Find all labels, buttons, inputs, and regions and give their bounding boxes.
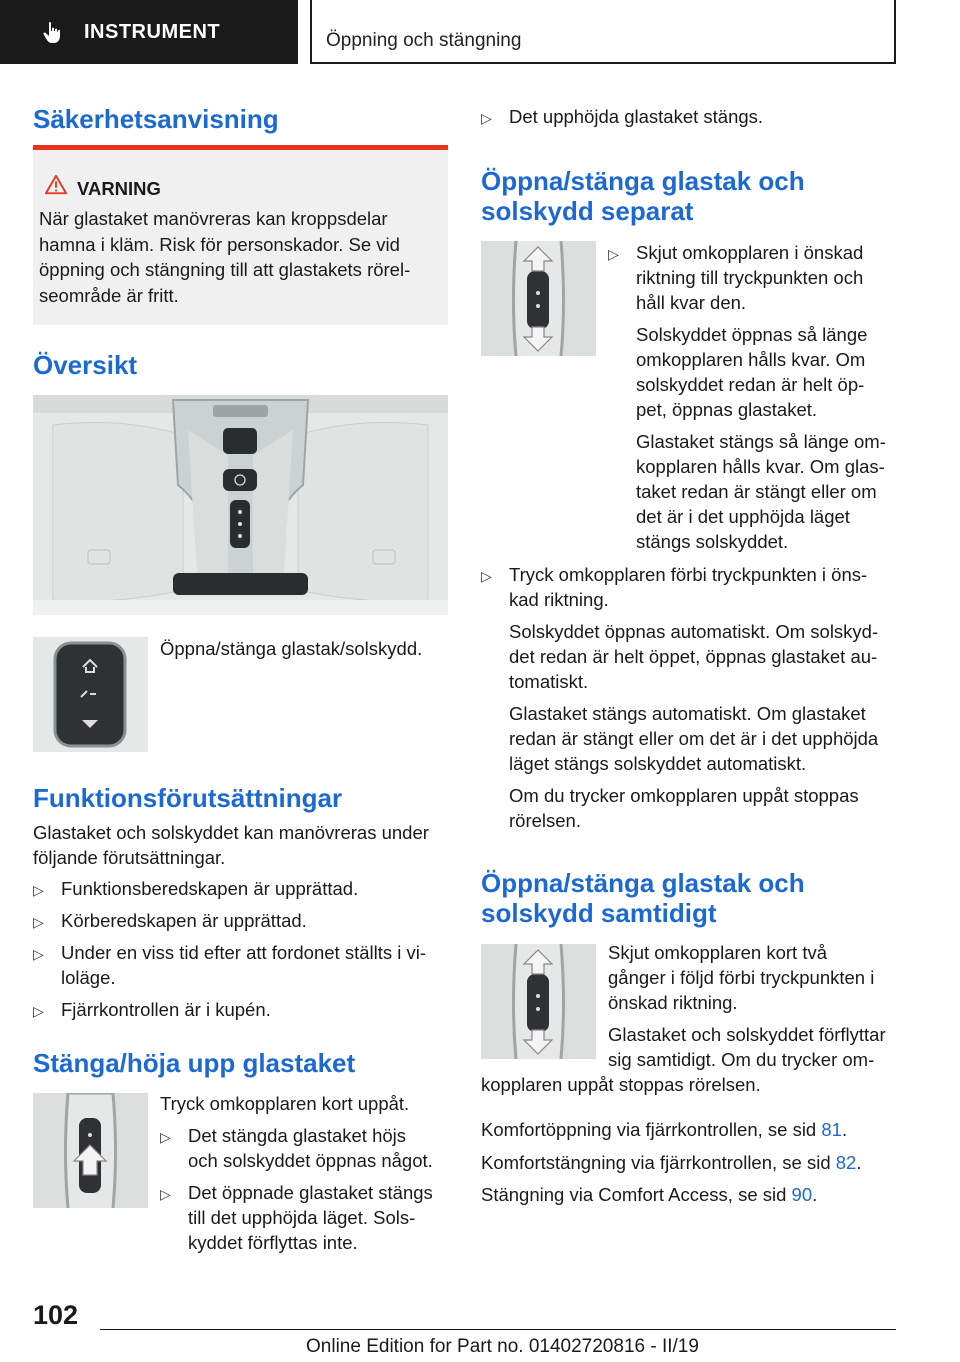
close-item	[188, 1123, 433, 1173]
ref-text: Komfortstängning via fjärrkontrollen, se sid	[481, 1152, 836, 1173]
heading-close-roof: Stänga/höja upp glastaket	[33, 1048, 356, 1078]
conditions-intro	[33, 820, 448, 870]
text-line: Tryck omkopplaren förbi tryckpunkten i öns-	[509, 564, 868, 585]
bullet-icon: ▷	[33, 882, 44, 898]
ref-comfort-close: Komfortstängning via fjärrkontrollen, se sid 82.	[481, 1152, 862, 1173]
text-line: stängs solskyddet.	[636, 531, 789, 552]
separate-item-2	[509, 562, 899, 833]
heading-overview: Översikt	[33, 350, 138, 380]
text-line: riktning till tryckpunkten och	[636, 267, 864, 288]
bullet-icon: ▷	[160, 1129, 171, 1145]
text-line: taket redan är stängt eller om	[636, 481, 877, 502]
bullet-icon: ▷	[33, 946, 44, 962]
footer-divider	[100, 1329, 896, 1330]
page-link-81[interactable]: 81	[821, 1119, 842, 1140]
text-line: omkopplaren hålls kvar. Om	[636, 349, 866, 370]
heading-line: Öppna/stänga glastak och	[481, 166, 805, 196]
text-line: Skjut omkopplaren kort två	[608, 942, 828, 963]
text-line: Det öppnade glastaket stängs	[188, 1182, 433, 1203]
close-item	[188, 1180, 433, 1255]
bullet-icon: ▷	[33, 1003, 44, 1019]
text-line: Under en viss tid efter att fordonet ställts i vi-	[61, 942, 427, 963]
condition-item	[61, 940, 426, 990]
bullet-icon: ▷	[33, 914, 44, 930]
chapter-header	[310, 0, 896, 64]
page-number: 102	[33, 1300, 79, 1330]
text-line: kad riktning.	[509, 589, 609, 610]
warning-line: öppning och stängning till att glastakets rörel-	[39, 259, 411, 280]
chapter-title: Öppning och stängning	[326, 30, 522, 51]
bullet-icon: ▷	[481, 568, 492, 584]
together-text-cont: kopplaren uppåt stoppas rörelsen.	[481, 1074, 761, 1095]
bullet-icon: ▷	[608, 246, 619, 262]
text-line: tomatiskt.	[509, 671, 589, 692]
text-line: följande förutsättningar.	[33, 847, 226, 868]
heading-line: Öppna/stänga glastak och	[481, 868, 805, 898]
warning-line: hamna i kläm. Risk för personskador. Se vid	[39, 233, 400, 255]
text-line: rörelsen.	[509, 810, 581, 831]
text-line: solskyddet redan är helt öp-	[636, 374, 865, 395]
together-switch-image	[481, 944, 596, 1059]
close-item: Det upphöjda glastaket stängs.	[509, 106, 764, 127]
text-line: det är i det upphöjda läget	[636, 506, 850, 527]
text-line: Glastaket och solskyddet kan manövreras under	[33, 822, 429, 843]
heading-line: solskydd separat	[481, 196, 694, 226]
heading-conditions: Funktionsförutsättningar	[33, 783, 343, 813]
page-link-90[interactable]: 90	[791, 1184, 813, 1205]
text-line: önskad riktning.	[608, 992, 738, 1013]
separate-item-1	[636, 240, 898, 554]
ref-text: Stängning via Comfort Access, se sid	[481, 1184, 792, 1205]
heading-separate	[481, 166, 896, 226]
warning-line: När glastaket manövreras kan kroppsdelar	[39, 208, 388, 229]
ref-comfort-access: Stängning via Comfort Access, se sid 90.	[481, 1184, 818, 1205]
warning-line: seområde är fritt.	[39, 284, 179, 306]
close-intro: Tryck omkopplaren kort uppåt.	[160, 1093, 410, 1114]
text-line: Solskyddet öppnas så länge	[636, 324, 868, 345]
text-line: och solskyddet öppnas något.	[188, 1150, 433, 1171]
text-line: till det upphöjda läget. Sols-	[188, 1207, 416, 1228]
text-line: håll kvar den.	[636, 292, 747, 313]
bullet-icon: ▷	[160, 1186, 171, 1202]
text-line: Glastaket stängs så länge om-	[636, 431, 886, 452]
text-line: redan är stängt eller om det är i det upphöjda	[509, 728, 879, 749]
text-line: läget stängs solskyddet automatiskt.	[509, 753, 807, 774]
text-line: kyddet förflyttas inte.	[188, 1232, 358, 1253]
roof-console-image	[33, 395, 448, 615]
heading-safety: Säkerhetsanvisning	[33, 104, 279, 134]
text-line: Glastaket och solskyddet förflyttar	[608, 1024, 886, 1045]
bullet-icon: ▷	[481, 110, 492, 126]
text-line: pet, öppnas glastaket.	[636, 399, 818, 420]
text-line: kopplaren hålls kvar. Om glas-	[636, 456, 885, 477]
heading-line: solskydd samtidigt	[481, 898, 717, 928]
heading-together	[481, 868, 896, 928]
switch-closeup-image	[33, 637, 148, 752]
separate-switch-image	[481, 241, 596, 356]
warning-triangle-icon	[45, 174, 67, 196]
text-line: Det stängda glastaket höjs	[188, 1125, 407, 1146]
condition-item: Funktionsberedskapen är upprättad.	[61, 878, 359, 899]
warning-text	[39, 206, 439, 308]
text-line: Skjut omkopplaren i önskad	[636, 242, 864, 263]
condition-item: Körberedskapen är upprättad.	[61, 910, 307, 931]
edition-text: Online Edition for Part no. 01402720816 - II/19	[306, 1336, 699, 1357]
text-line: Solskyddet öppnas automatiskt. Om solskyd-	[509, 621, 879, 642]
text-line: Om du trycker omkopplaren uppåt stoppas	[509, 785, 859, 806]
section-tab	[0, 0, 298, 64]
ref-comfort-open: Komfortöppning via fjärrkontrollen, se sid 81.	[481, 1119, 848, 1140]
close-switch-image	[33, 1093, 148, 1208]
page-link-82[interactable]: 82	[835, 1152, 857, 1173]
overview-caption: Öppna/stänga glastak/solskydd.	[160, 638, 423, 659]
text-line: loläge.	[61, 967, 116, 988]
section-label: INSTRUMENT	[84, 20, 221, 43]
text-line: gånger i följd förbi tryckpunkten i	[608, 967, 875, 988]
text-line: Glastaket stängs automatiskt. Om glastaket	[509, 703, 866, 724]
touch-hand-icon	[40, 20, 64, 44]
text-line: det redan är helt öppet, öppnas glastaket au-	[509, 646, 878, 667]
warning-box	[33, 145, 448, 325]
warning-title: VARNING	[77, 178, 161, 199]
ref-text: Komfortöppning via fjärrkontrollen, se sid	[481, 1119, 822, 1140]
text-line: sig samtidigt. Om du trycker om-	[608, 1049, 875, 1070]
condition-item: Fjärrkontrollen är i kupén.	[61, 999, 271, 1020]
together-text	[608, 940, 903, 1072]
